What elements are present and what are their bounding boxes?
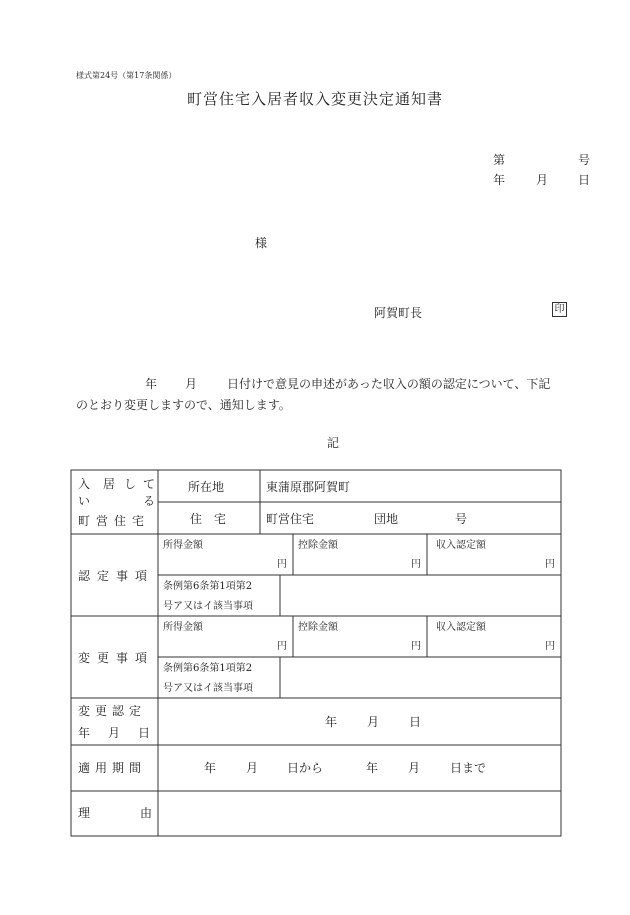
- certified-label: 認定事項: [78, 569, 155, 583]
- changed-deduction-label: 控除金額: [298, 622, 338, 633]
- certified-income-yen: 円: [277, 559, 287, 570]
- residence-label-10: 宅: [132, 514, 145, 528]
- residence-label-3: し: [124, 477, 137, 491]
- changed-income-label: 所得金額: [163, 622, 203, 633]
- house-danchi: 団地: [374, 512, 399, 526]
- certified-recognized-yen: 円: [545, 559, 555, 570]
- period-from-month: 月: [246, 761, 259, 775]
- residence-label-8: 営: [96, 514, 109, 528]
- certified-deduction-label: 控除金額: [298, 540, 338, 551]
- issuer-name: 阿賀町長: [374, 306, 423, 320]
- date-day: 日: [578, 173, 591, 187]
- residence-label-7: 町: [78, 514, 91, 528]
- changed-label: 変更事項: [78, 651, 155, 665]
- number-go: 号: [578, 153, 591, 167]
- period-to-month: 月: [408, 761, 421, 775]
- number-dai: 第: [493, 153, 506, 167]
- period-from: 日から: [287, 761, 324, 775]
- body-month: 月: [185, 377, 198, 391]
- body-year: 年: [145, 377, 158, 391]
- reason-label: 理由: [78, 806, 203, 820]
- house-prefix: 町営住宅: [266, 512, 315, 526]
- period-label: 適用期間: [78, 761, 147, 775]
- house-go: 号: [455, 512, 468, 526]
- changed-income-yen: 円: [277, 641, 287, 652]
- residence-label-1: 入: [78, 477, 91, 491]
- seal-stamp: 印: [552, 302, 567, 317]
- certified-article-line2: 号ア又はイ該当事項: [163, 601, 253, 612]
- date-year: 年: [493, 173, 506, 187]
- residence-label-4: て: [143, 477, 156, 491]
- residence-label-9: 住: [114, 514, 127, 528]
- changed-recognized-label: 収入認定額: [436, 622, 486, 633]
- changed-deduction-yen: 円: [411, 641, 421, 652]
- certified-income-label: 所得金額: [163, 540, 203, 551]
- change-date-year: 年: [325, 715, 338, 729]
- certified-article-line1: 条例第6条第1項第2: [163, 581, 253, 592]
- period-to-year: 年: [366, 761, 379, 775]
- period-from-year: 年: [204, 761, 217, 775]
- certified-recognized-label: 収入認定額: [436, 540, 486, 551]
- change-date-label-1: 変更認定: [78, 704, 147, 718]
- document-title: 町営住宅入居者収入変更決定通知書: [186, 90, 443, 108]
- changed-article-line1: 条例第6条第1項第2: [163, 663, 253, 674]
- house-label: 住 宅: [190, 512, 227, 526]
- body-line1: 日付けで意見の申述があった収入の額の認定について、下記: [227, 377, 551, 391]
- residence-label-2: 居: [103, 477, 116, 491]
- ki-heading: 記: [327, 436, 340, 450]
- changed-recognized-yen: 円: [545, 641, 555, 652]
- certified-deduction-yen: 円: [411, 559, 421, 570]
- location-value: 東蒲原郡阿賀町: [266, 480, 351, 494]
- period-to: 日まで: [450, 761, 487, 775]
- form-number: 様式第24号（第17条関係）: [76, 71, 177, 80]
- body-line2: のとおり変更しますので、通知します。: [76, 398, 291, 412]
- location-label: 所在地: [188, 480, 225, 494]
- residence-label-6: る: [143, 494, 156, 508]
- addressee-suffix: 様: [255, 236, 268, 250]
- change-date-month: 月: [367, 715, 380, 729]
- date-month: 月: [536, 173, 549, 187]
- changed-article-line2: 号ア又はイ該当事項: [163, 683, 253, 694]
- change-date-label-2: 年月日: [78, 726, 169, 740]
- residence-label-5: い: [78, 494, 91, 508]
- change-date-day: 日: [409, 715, 422, 729]
